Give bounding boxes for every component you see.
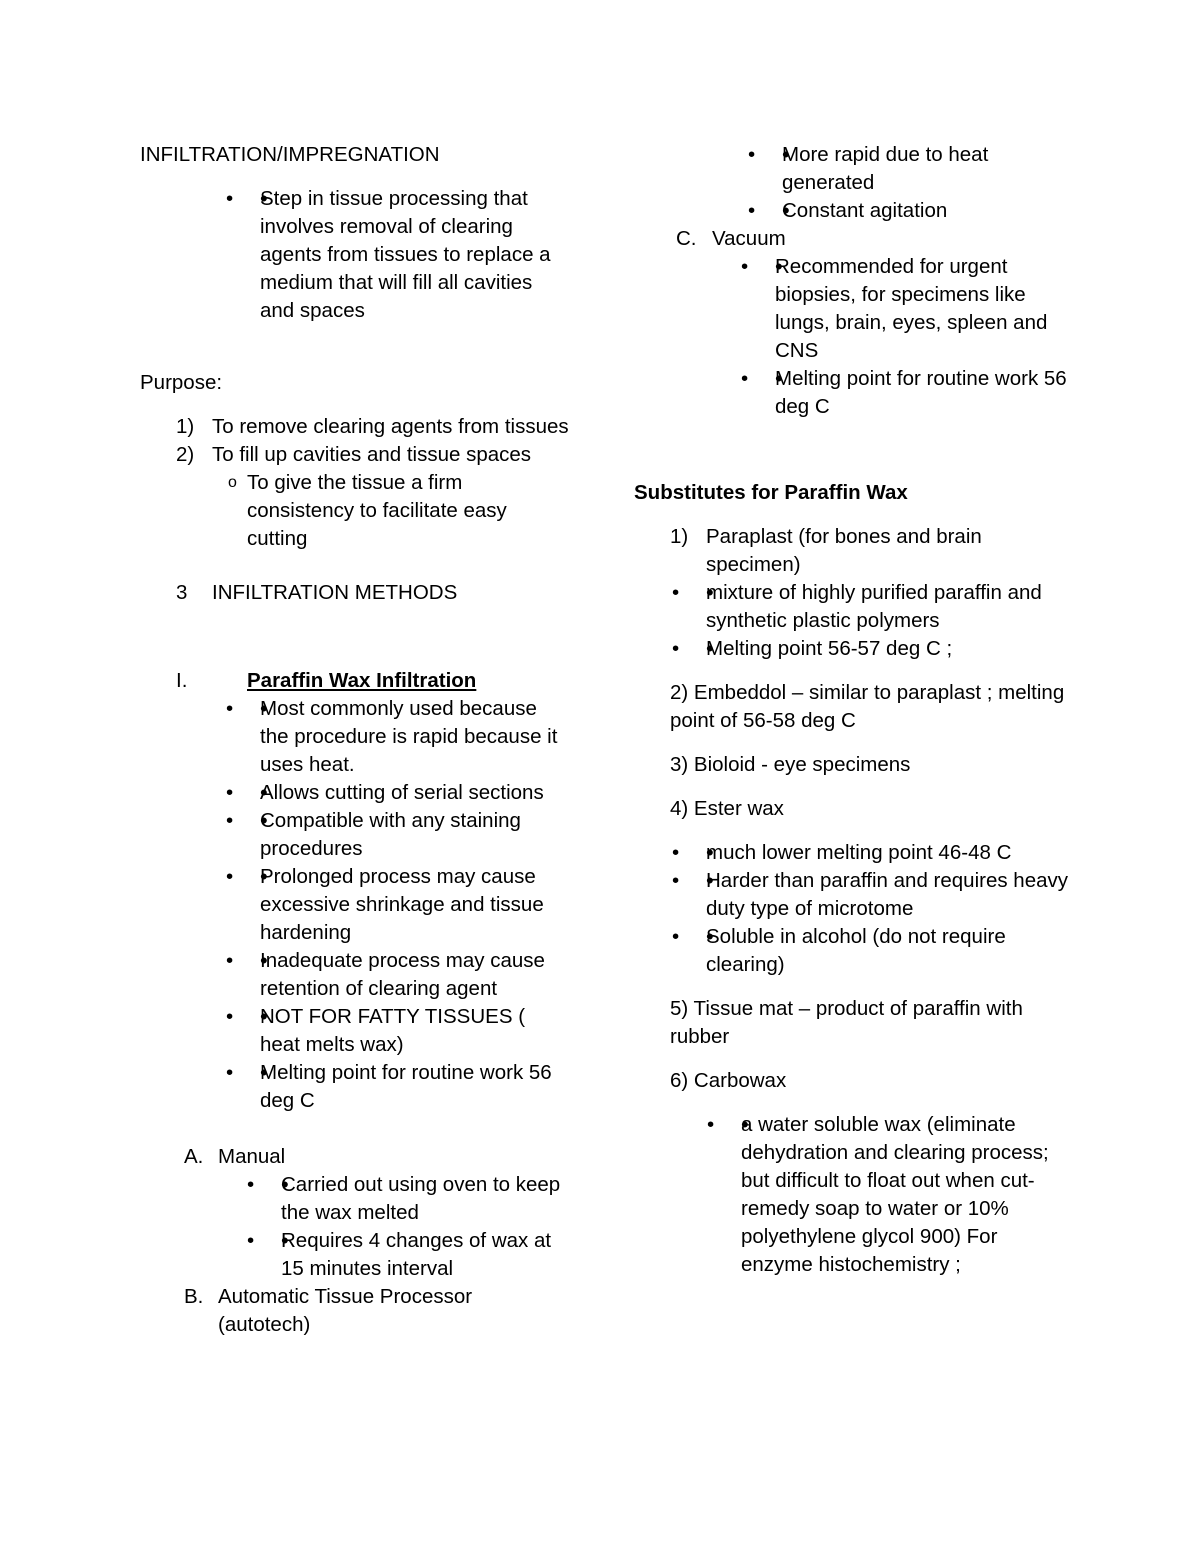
- bioloid-item: 3) Bioloid - eye specimens: [670, 753, 911, 776]
- auto-heading: B. Automatic Tissue Processor (autotech): [184, 1285, 473, 1336]
- list-item: • • Soluble in alcohol (do not require clearing): [634, 923, 1074, 979]
- list-item: • • Carried out using oven to keep the wax melted: [140, 1171, 570, 1227]
- bullet-icon: • •: [226, 187, 234, 210]
- list-item: • • Prolonged process may cause excessive shrinkage and tissue hardening: [140, 863, 570, 947]
- list-item: • • Recommended for urgent biopsies, for specimens like lungs, brain, eyes, spleen and CNS: [634, 253, 1074, 365]
- paraplast-list: [634, 579, 1074, 663]
- purpose-label: Purpose:: [140, 371, 223, 394]
- main-heading: INFILTRATION/IMPREGNATION: [140, 143, 440, 166]
- list-item: • • Allows cutting of serial sections: [140, 779, 570, 807]
- bullet-icon: • •: [226, 781, 234, 804]
- list-item: 1) To remove clearing agents from tissues: [176, 415, 569, 438]
- manual-list: [140, 1171, 570, 1283]
- bullet-icon: • •: [226, 697, 234, 720]
- list-item: • • Step in tissue processing that involves removal of clearing agents from tissues to replace a medium that will fill all cavities and spaces: [140, 185, 570, 325]
- paraplast-item: 1) Paraplast (for bones and brain specimen): [670, 525, 982, 576]
- bullet-icon: • •: [741, 367, 749, 390]
- right-column: [634, 141, 1074, 1279]
- tissue-mat-item: 5) Tissue mat – product of paraffin with rubber: [670, 997, 1023, 1048]
- purpose-list: [140, 413, 570, 553]
- list-item: • • Requires 4 changes of wax at 15 minutes interval: [140, 1227, 570, 1283]
- bullet-icon: • •: [226, 1005, 234, 1028]
- bullet-icon: • •: [672, 637, 680, 660]
- bullet-icon: • •: [672, 869, 680, 892]
- bullet-icon: • •: [672, 841, 680, 864]
- list-item: • • NOT FOR FATTY TISSUES ( heat melts wax): [140, 1003, 570, 1059]
- manual-heading: A. Manual: [184, 1145, 286, 1168]
- list-item: • • mixture of highly purified paraffin and synthetic plastic polymers: [634, 579, 1074, 635]
- section-one-title: I. Paraffin Wax Infiltration: [176, 669, 477, 692]
- list-item: • • Most commonly used because the procedure is rapid because it uses heat.: [140, 695, 570, 779]
- bullet-icon: • •: [741, 255, 749, 278]
- embeddol-item: 2) Embeddol – similar to paraplast ; melting point of 56-58 deg C: [670, 681, 1065, 732]
- bullet-icon: • •: [707, 1113, 715, 1136]
- list-item: • • Melting point for routine work 56 deg C: [634, 365, 1074, 421]
- bullet-icon: • •: [672, 581, 680, 604]
- ester-item: 4) Ester wax: [670, 797, 784, 820]
- intro-list: [140, 185, 570, 325]
- vacuum-heading: C. Vacuum: [676, 227, 786, 250]
- substitutes-heading: Substitutes for Paraffin Wax: [634, 481, 908, 504]
- auto-list: [634, 141, 1074, 225]
- list-item: • • Constant agitation: [634, 197, 1074, 225]
- list-item: • • Harder than paraffin and requires heavy duty type of microtome: [634, 867, 1074, 923]
- list-item: • • More rapid due to heat generated: [634, 141, 1074, 197]
- bullet-icon: • •: [247, 1173, 255, 1196]
- bullet-icon: • •: [748, 199, 756, 222]
- list-item: 2) To fill up cavities and tissue spaces: [176, 443, 532, 466]
- methods-heading: 3 INFILTRATION METHODS: [176, 581, 458, 604]
- bullet-icon: • •: [672, 925, 680, 948]
- list-item: • • Inadequate process may cause retention of clearing agent: [140, 947, 570, 1003]
- list-item: • • much lower melting point 46-48 C: [634, 839, 1074, 867]
- left-column: [140, 141, 570, 1339]
- bullet-icon: • •: [226, 809, 234, 832]
- bullet-icon: • •: [748, 143, 756, 166]
- list-item: o To give the tissue a firm consistency to facilitate easy cutting: [228, 471, 507, 550]
- bullet-icon: • •: [226, 1061, 234, 1084]
- ester-list: [634, 839, 1074, 979]
- vacuum-list: [634, 253, 1074, 421]
- bullet-icon: • •: [226, 865, 234, 888]
- carbowax-item: 6) Carbowax: [670, 1069, 787, 1092]
- bullet-icon: • •: [226, 949, 234, 972]
- bullet-icon: • •: [247, 1229, 255, 1252]
- list-item: • • Melting point 56-57 deg C ;: [634, 635, 1074, 663]
- list-item: • • Melting point for routine work 56 deg C: [140, 1059, 570, 1115]
- list-item: • • Compatible with any staining procedures: [140, 807, 570, 863]
- paraffin-list: [140, 695, 570, 1115]
- list-item: • • a water soluble wax (eliminate dehydration and clearing process; but difficult to float out when cut- remedy soap to water or 10% polyethylene glycol 900) For enzyme histochemistry ;: [634, 1111, 1074, 1279]
- carbowax-list: [634, 1111, 1074, 1279]
